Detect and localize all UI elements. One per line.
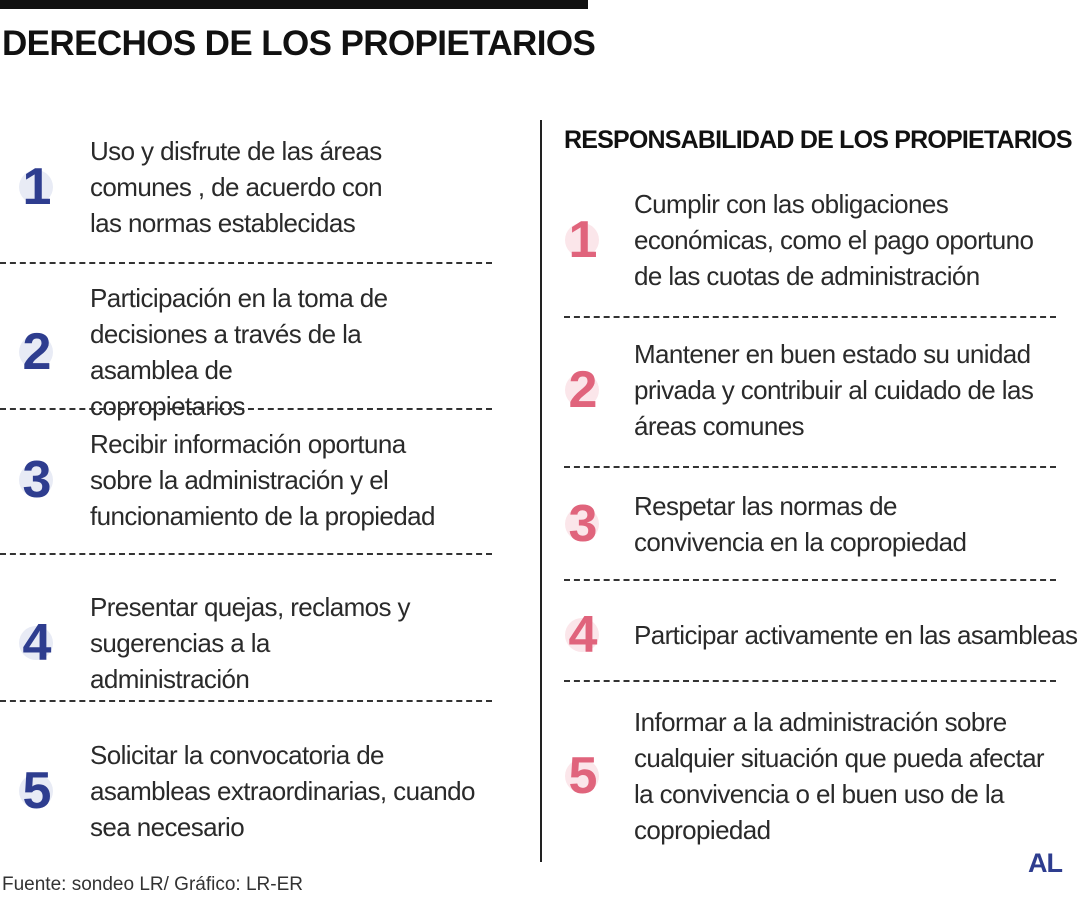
right-item <box>16 133 496 241</box>
item-text: Uso y disfrute de las áreas comunes , de acuerdo con las normas establecidas <box>90 136 383 238</box>
right-item <box>16 280 496 424</box>
section-title: RESPONSABILIDAD DE LOS PROPIETARIOS <box>564 126 1072 154</box>
item-number: 2 <box>16 322 56 382</box>
right-item <box>16 737 496 845</box>
separator <box>564 316 1056 318</box>
separator <box>0 408 492 410</box>
item-number: 1 <box>562 210 602 270</box>
separator <box>0 700 492 702</box>
item-number: 5 <box>16 761 56 821</box>
responsibility-item <box>562 704 1062 848</box>
item-number: 3 <box>562 494 602 554</box>
separator <box>0 553 492 555</box>
responsibility-item <box>562 488 1062 560</box>
item-text: Respetar las normas de convivencia en la copropiedad <box>634 491 967 557</box>
separator <box>0 262 492 264</box>
separator <box>564 466 1056 468</box>
item-text: Participación en la toma de decisiones a través de la asamblea de copropietarios <box>90 283 388 421</box>
item-text: Cumplir con las obligaciones económicas, como el pago oportuno de las cuotas de administración <box>634 189 1034 291</box>
publisher-logo: AL <box>1028 848 1062 878</box>
responsibility-item <box>562 336 1062 444</box>
item-number: 4 <box>16 613 56 673</box>
right-item <box>16 589 496 697</box>
item-text: Recibir información oportuna sobre la administración y el funcionamiento de la propiedad <box>90 429 435 531</box>
column-divider <box>540 120 542 862</box>
right-item <box>16 426 496 534</box>
item-number: 2 <box>562 360 602 420</box>
item-number: 1 <box>16 157 56 217</box>
item-text: Participar activamente en las asambleas <box>634 620 1078 650</box>
item-text: Solicitar la convocatoria de asambleas extraordinarias, cuando sea necesario <box>90 740 475 842</box>
item-number: 4 <box>562 605 602 665</box>
item-number: 5 <box>562 746 602 806</box>
separator <box>564 579 1056 581</box>
page-title: DERECHOS DE LOS PROPIETARIOS <box>2 24 596 63</box>
item-number: 3 <box>16 450 56 510</box>
item-text: Mantener en buen estado su unidad privada y contribuir al cuidado de las áreas comunes <box>634 339 1034 441</box>
item-text: Informar a la administración sobre cualquier situación que pueda afectar la convivencia o el buen uso de la copropiedad <box>634 707 1044 845</box>
separator <box>564 680 1056 682</box>
responsibility-item <box>562 605 1078 665</box>
source-note: Fuente: sondeo LR/ Gráfico: LR-ER <box>2 874 303 895</box>
responsibility-item <box>562 186 1062 294</box>
top-rule <box>0 0 588 9</box>
item-text: Presentar quejas, reclamos y sugerencias a la administración <box>90 592 410 694</box>
